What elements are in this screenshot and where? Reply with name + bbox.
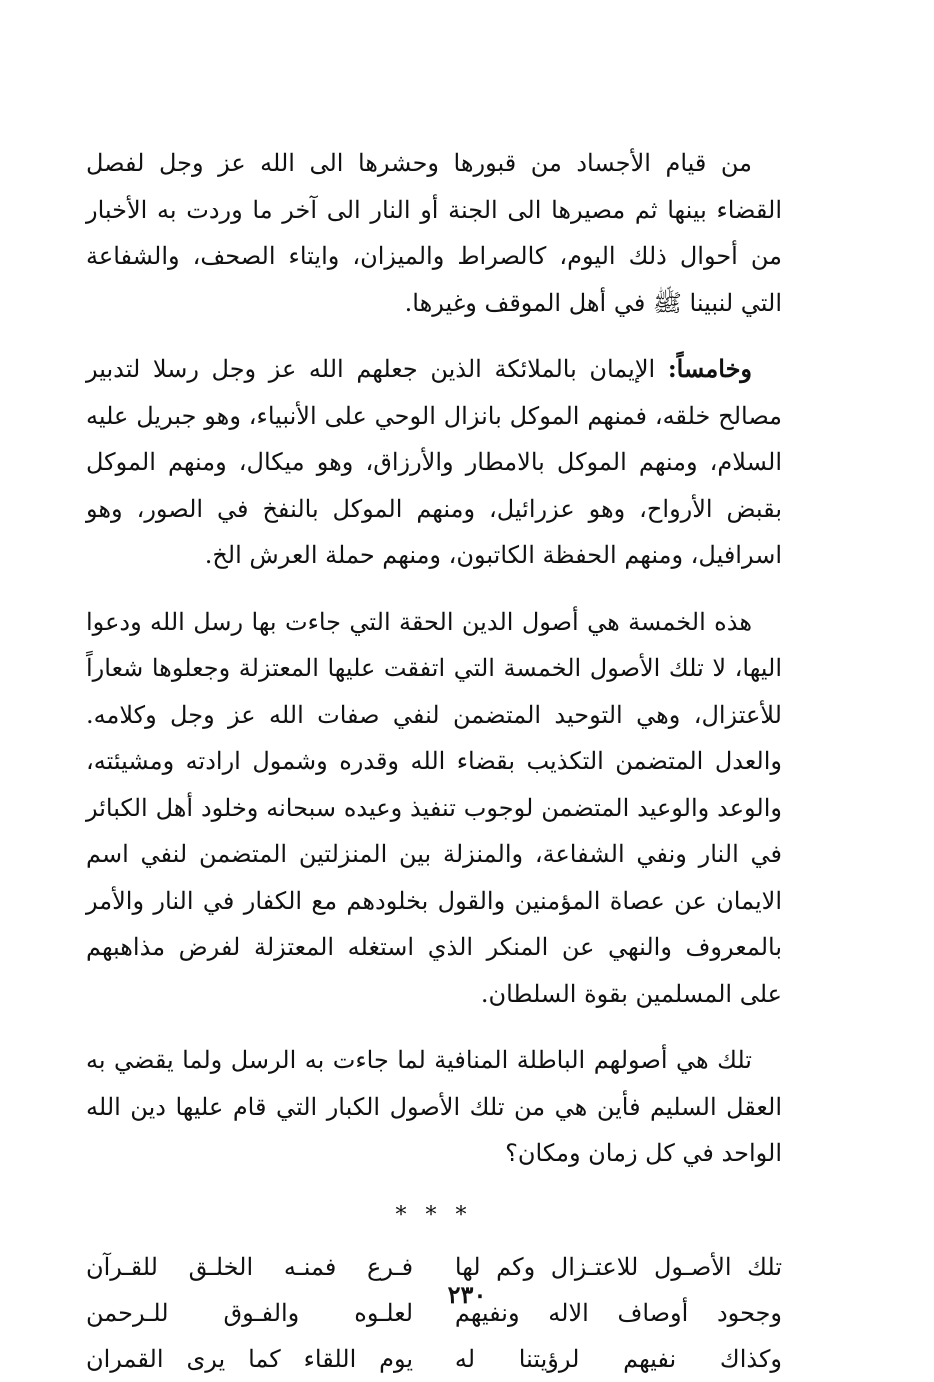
paragraph-1 — [86, 140, 782, 326]
paragraph-4 — [86, 1037, 782, 1177]
verse-second-hemistich: فـرع فمنـه الخلـق للقـرآن — [86, 1252, 414, 1281]
poem — [86, 1244, 782, 1382]
verse-second-hemistich: يوم اللقاء كما يرى القمران — [86, 1344, 414, 1373]
poem-verse — [86, 1336, 782, 1382]
paragraph-text: هذه الخمسة هي أصول الدين الحقة التي جاءت بها رسل الله ودعوا اليها، لا تلك الأصول الخمسة التي اتفقت عليها المعتزلة وجعلوها شعاراً للأعتزال، وهي التوحيد المتضمن لنفي صفات الله عز وجل وكلامه. والعدل المتضمن التكذيب بقضاء الله وقدره وشمول ارادته ومشيئته، والوعد والوعيد المتضمن لوجوب تنفيذ وعيده سبحانه وخلود أهل الكبائر في النار ونفي الشفاعة، والمنزلة بين المنزلتين المتضمن لنفي اسم الايمان عن عصاة المؤمنين والقول بخلودهم مع الكفار في النار والأمر بالمعروف والنهي عن المنكر الذي استغله المعتزلة لفرض مذاهبهم على المسلمين بقوة السلطان. — [86, 607, 783, 1008]
verse-first-hemistich: وكذاك نفيهم لرؤيتنا له — [454, 1344, 782, 1373]
verse-first-hemistich: تلك الأصـول للاعتـزال وكم لها — [454, 1252, 782, 1281]
paragraph-3 — [86, 599, 782, 1018]
page-number: ٢٣٠ — [447, 1280, 487, 1309]
page-body — [86, 140, 782, 1382]
paragraph-lead: وخامساً: — [667, 354, 752, 383]
paragraph-2 — [86, 346, 782, 579]
section-separator: * * * — [395, 1202, 473, 1228]
paragraph-text: تلك هي أصولهم الباطلة المنافية لما جاءت به الرسل ولما يقضي به العقل السليم فأين هي من تلك الأصول الكبار التي قام عليها دين الله الواحد في كل زمان ومكان؟ — [86, 1046, 782, 1167]
paragraph-text: من قيام الأجساد من قبورها وحشرها الى الله عز وجل لفصل القضاء بينها ثم مصيرها الى الجنة أو النار الى آخر ما وردت به الأخبار من أحوال ذلك اليوم، كالصراط والميزان، وايتاء الصحف، والشفاعة التي لنبينا ﷺ في أهل الموقف وغيرها. — [86, 149, 782, 317]
paragraph-text: الإيمان بالملائكة الذين جعلهم الله عز وجل رسلا لتدبير مصالح خلقه، فمنهم الموكل بانزال الوحي على الأنبياء، وهو جبريل عليه السلام، ومنهم الموكل بالامطار والأرزاق، وهو ميكال، ومنهم الموكل بقبض الأرواح، وهو عزرائيل، ومنهم الموكل بالنفخ في الصور، وهو اسرافيل، ومنهم الحفظة الكاتبون، ومنهم حملة العرش الخ. — [86, 355, 782, 569]
verse-first-hemistich: وجحود أوصاف الاله ونفيهم — [454, 1298, 782, 1327]
verse-second-hemistich: لعلـوه والفـوق للـرحمن — [86, 1298, 414, 1327]
